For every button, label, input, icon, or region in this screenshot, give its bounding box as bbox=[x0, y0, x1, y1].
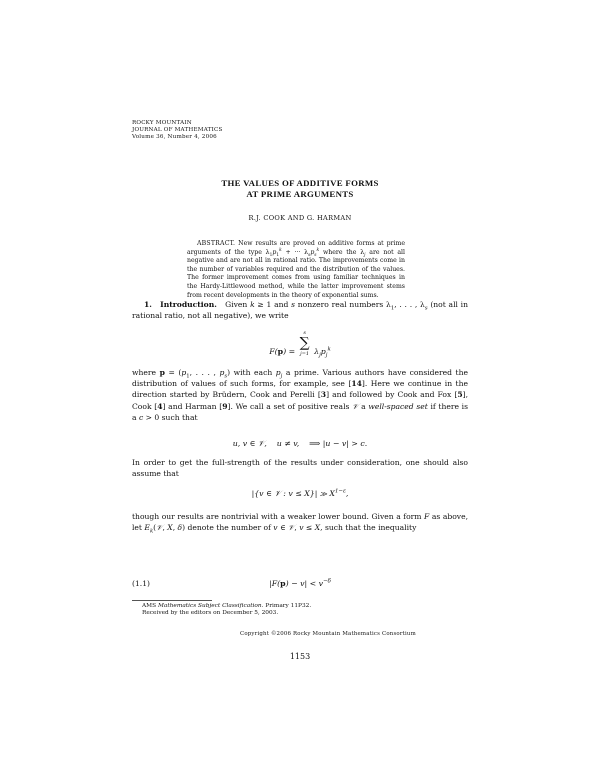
p1-text-a: Given bbox=[225, 300, 251, 309]
p2-text-i: a bbox=[358, 401, 369, 411]
section-1-paragraph-4: though our results are nontrivial with a weaker lower bound. Given a form F as above, let $E_k(𝒱$, X, δ) denote the number of v ∈ 𝒱, v ≤ X, such that the inequality bbox=[132, 512, 468, 535]
footnote-msc: AMS Mathematics Subject Classification. Primary 11P32. bbox=[142, 603, 312, 609]
p1-text-d: (not all in rational ratio, not all negative), we write bbox=[132, 300, 468, 321]
title-line-1: THE VALUES OF ADDITIVE FORMS bbox=[221, 178, 379, 188]
p1-text-b: and bbox=[271, 300, 292, 309]
well-spaced-term: well-spaced set bbox=[368, 401, 428, 411]
abstract-text-b: where the λ bbox=[319, 248, 365, 256]
p2-text-f: ], Cook [ bbox=[132, 390, 468, 411]
p2-text-k: such that bbox=[159, 412, 198, 422]
journal-header bbox=[132, 120, 223, 141]
paper-authors: R.J. COOK AND G. HARMAN bbox=[248, 214, 352, 222]
section-title: Introduction. bbox=[160, 300, 217, 309]
p4-text-c: denote the number of bbox=[185, 523, 274, 533]
equation-well-spaced: u, v ∈ 𝒱, u ≠ v, ⟹ |u − v| > c. bbox=[232, 439, 368, 448]
abstract-text-a: New results are proved on additive forms at prime arguments of the type λ bbox=[187, 240, 405, 256]
p3-text: In order to get the full-strength of the results under consideration, one should also assume that bbox=[132, 458, 468, 479]
journal-line-3: Volume 36, Number 4, 2006 bbox=[132, 134, 217, 140]
abstract: ABSTRACT. New results are proved on additive forms at prime arguments of the type $\lambda_1p_1^k$ + ··· $\lambda_sp_s^k$ where the $\lambda_j$ are not all negative and are not all in rational ratio. The improvements come in the number of variables required and the distribution of the values. The former improvement comes from using familiar techniques in the Hardy-Littlewood method, while the latter improvement stems from recent developments in the theory of exponential sums. bbox=[187, 240, 405, 299]
p2-text-b: with each bbox=[230, 368, 276, 377]
copyright-notice: Copyright ©2006 Rocky Mountain Mathematics Consortium bbox=[240, 631, 416, 637]
equation-number-1-1: (1.1) bbox=[132, 579, 151, 588]
journal-line-2: JOURNAL OF MATHEMATICS bbox=[132, 127, 223, 133]
equation-counting-bound: |{v ∈ 𝒱 : v ≤ X}| ≫ $X^{1-\varepsilon}$, bbox=[251, 488, 349, 498]
p4-text-a: though our results are nontrivial with a weaker lower bound. Given a form bbox=[132, 512, 425, 521]
section-number: 1. bbox=[144, 300, 152, 309]
p4-text-d: such that the inequality bbox=[322, 523, 417, 533]
abstract-label: ABSTRACT. bbox=[197, 240, 236, 247]
abstract-text-c: are not all negative and are not all in rational ratio. The improvements come in the number of variables required and the distribution of the values. The former improvement comes from using familiar techniques in the Hardy-Littlewood method, while the latter improvement stems from recent developments in the theory of exponential sums. bbox=[187, 248, 405, 299]
p2-text-c: a prime. Various authors have considered the distribution of values of such forms, for example, see [ bbox=[132, 368, 468, 389]
title-line-2: AT PRIME ARGUMENTS bbox=[246, 189, 354, 199]
p2-text-d: ]. Here we continue in the direction started by Brüdern, Cook and Perelli [ bbox=[132, 379, 468, 400]
section-1-paragraph-3 bbox=[132, 457, 468, 479]
page-number: 1153 bbox=[289, 652, 311, 661]
footnote-rule bbox=[132, 600, 212, 601]
p2-text-j: if there is a bbox=[132, 401, 468, 422]
ref-3[interactable]: 3 bbox=[320, 390, 327, 400]
ref-4[interactable]: 4 bbox=[157, 401, 163, 411]
p4-text-b: as above, let bbox=[132, 512, 468, 533]
p2-text-h: ]. We call a set of positive reals bbox=[227, 401, 353, 411]
footnote-received: Received by the editors on December 5, 2003. bbox=[142, 610, 279, 616]
p2-text-g: ] and Harman [ bbox=[162, 401, 223, 411]
equation-form-definition: F(p) = s ∑ j=1 $\lambda_jp_j^k$ bbox=[269, 330, 331, 359]
section-1-paragraph-2: where $p = (p_1$, . . . , $p_s$) with each $p_j$ a prime. Various authors have considered the distribution of values of such forms, for example, see [14]. Here we continue in the direction started by Brüdern, Cook and Perelli [3] and followed by Cook and Fox [5], Cook [4] and Harman [9]. We call a set of positive reals 𝒱 a well-spaced set if there is a c > 0 such that bbox=[132, 368, 468, 422]
ref-5[interactable]: 5 bbox=[457, 390, 463, 400]
equation-1-1: $|F(p) - v| < v^{-\delta}$ bbox=[269, 578, 331, 588]
p1-text-c: nonzero real numbers bbox=[295, 300, 387, 309]
journal-line-1: ROCKY MOUNTAIN bbox=[132, 120, 192, 126]
ref-9[interactable]: 9 bbox=[222, 401, 228, 411]
p2-text-a: where bbox=[132, 368, 160, 377]
p2-text-e: ] and followed by Cook and Fox [ bbox=[326, 390, 458, 400]
ref-14[interactable]: 14 bbox=[351, 379, 362, 389]
footnotes bbox=[142, 603, 311, 617]
paper-title bbox=[132, 178, 468, 200]
section-1-intro: 1. Introduction. Given k ≥ 1 and s nonzero real numbers $\lambda_1$, . . . , $\lambda_s$ (not all in rational ratio, not all negative), we write bbox=[132, 300, 468, 321]
